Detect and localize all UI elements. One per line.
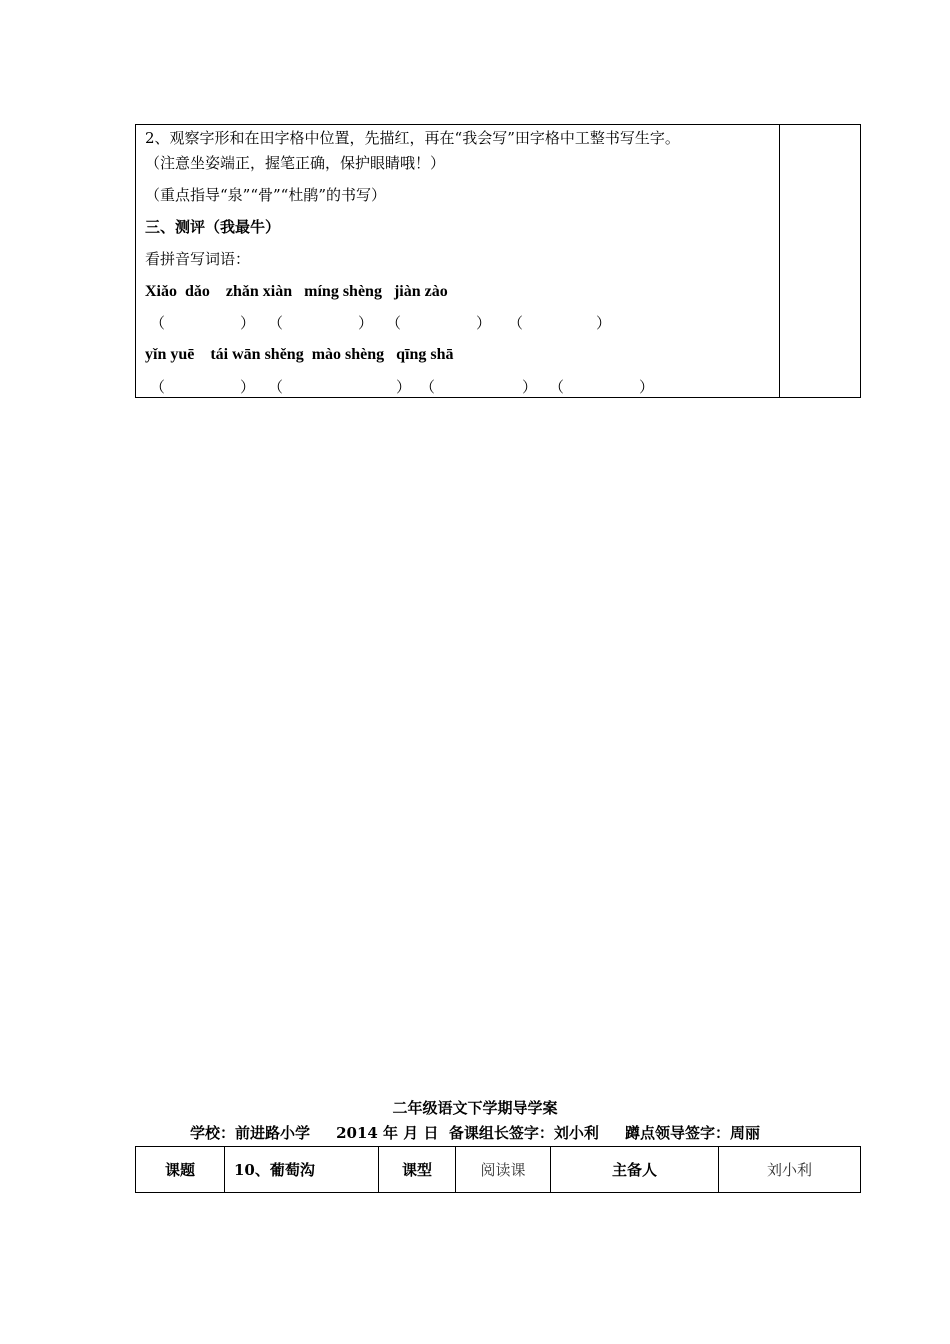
pinyin-row-2: yǐn yuē tái wān shěng mào shèng qīng shā — [145, 346, 454, 363]
notes-column — [779, 125, 862, 397]
answer-blank-close: ） — [522, 378, 538, 396]
preparer-value: 刘小利 — [766, 1161, 812, 1179]
topic-label: 课题 — [136, 1147, 225, 1192]
answer-blank-open: （ — [549, 378, 565, 396]
section-heading: 三、测评（我最牛） — [145, 218, 281, 236]
answer-blank-close: ） — [396, 378, 412, 396]
answer-blank-close: ） — [240, 314, 256, 332]
answer-blank-open: （ — [150, 314, 166, 332]
instruction-line-1: 2、观察字形和在田字格中位置，先描红，再在“我会写”田字格中工整书写生字。 — [145, 129, 680, 147]
answer-blank-close: ） — [596, 314, 612, 332]
instruction-line-3: （重点指导“泉”“骨”“杜鹃”的书写） — [145, 186, 387, 204]
answer-blank-open: （ — [386, 314, 402, 332]
type-label: 课型 — [379, 1147, 456, 1192]
exercise-instruction: 看拼音写词语： — [145, 250, 251, 268]
answer-blank-close: ） — [358, 314, 374, 332]
answer-blank-close: ） — [476, 314, 492, 332]
answer-blank-open: （ — [268, 314, 284, 332]
answer-blank-open: （ — [150, 378, 166, 396]
lesson-info-table — [135, 1146, 861, 1193]
answer-blank-close: ） — [639, 378, 655, 396]
answer-blank-close: ） — [240, 378, 256, 396]
preparer-label: 主备人 — [551, 1147, 719, 1192]
instruction-line-2: （注意坐姿端正，握笔正确，保护眼睛哦！） — [145, 154, 446, 172]
answer-blank-open: （ — [268, 378, 284, 396]
page-title: 二年级语文下学期导学案 — [392, 1099, 558, 1117]
page-subtitle: 学校：前进路小学 2014 年 月 日 备课组长签字：刘小利 蹲点领导签字：周丽 — [189, 1124, 761, 1142]
topic-value: 10、葡萄沟 — [225, 1147, 379, 1192]
answer-blank-open: （ — [508, 314, 524, 332]
worksheet-table — [135, 124, 861, 398]
type-value: 阅读课 — [456, 1147, 551, 1192]
pinyin-row-1: Xiǎo dǎo zhǎn xiàn míng shèng jiàn zào — [145, 283, 448, 300]
answer-blank-open: （ — [420, 378, 436, 396]
